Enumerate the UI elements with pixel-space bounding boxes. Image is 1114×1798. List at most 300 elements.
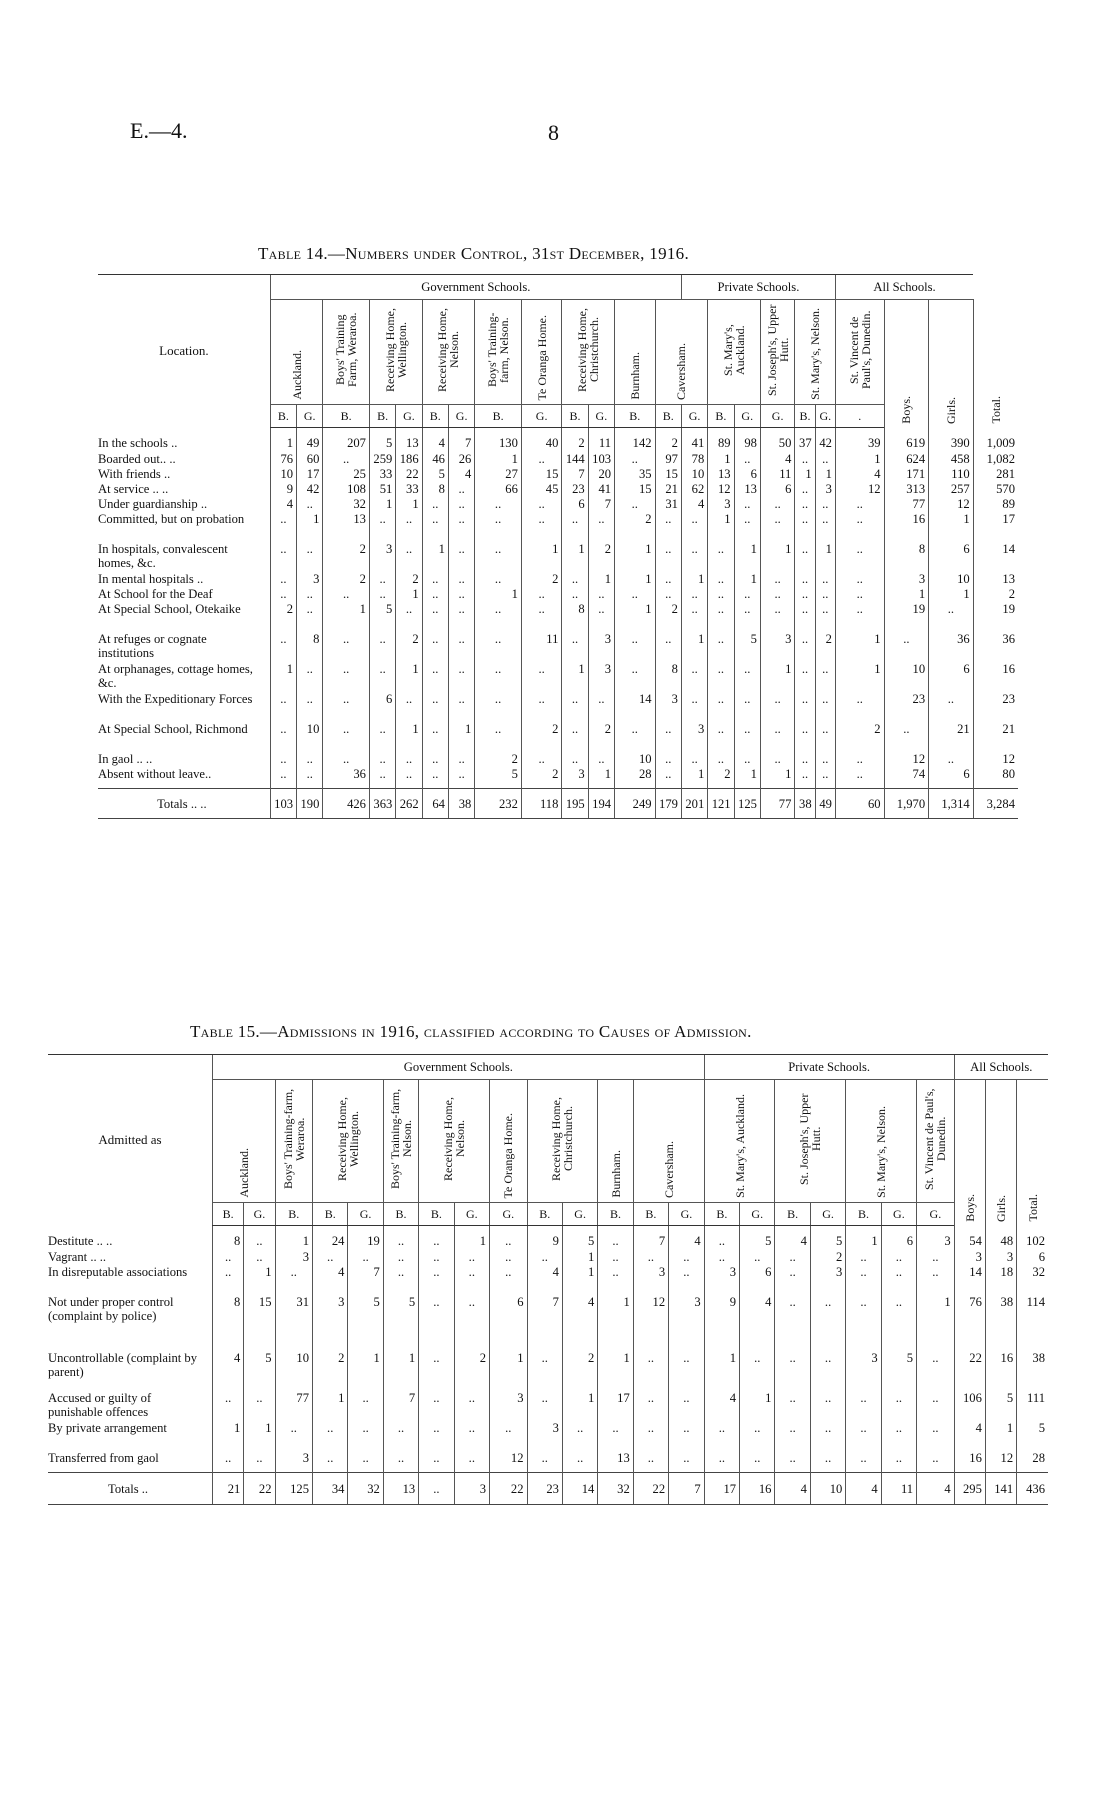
table14-col-header-girls: Girls. [929,300,974,428]
row-label: Vagrant .. .. [48,1249,107,1264]
table-cell: .. [383,1265,418,1295]
table-cell: .. [448,662,474,692]
table-cell: .. [846,1265,881,1295]
table-cell: .. [313,1421,348,1451]
table-cell: .. [270,632,296,662]
table14-col-header: Auckland. [270,300,323,405]
table-cell: .. [383,1421,418,1451]
row-label: Transferred from gaol [48,1450,159,1465]
table-cell: .. [704,1226,739,1250]
table-cell: .. [708,602,734,632]
table-cell: .. [527,1451,562,1473]
table-cell: 2 [323,542,370,572]
table-cell: .. [313,1451,348,1473]
table-cell: 66 [475,482,522,497]
table-cell: 2 [562,1351,597,1391]
table-cell: .. [270,692,296,722]
row-label: In hospitals, convalescent homes, &c. [98,541,228,570]
table-cell: .. [881,1421,916,1451]
table-row [98,722,1018,752]
table-cell: .. [708,722,734,752]
table-cell: 2 [815,632,835,662]
table-cell: 1 [396,587,422,602]
table-cell: .. [815,722,835,752]
table-cell: 15 [615,482,656,497]
table-cell: .. [815,572,835,587]
table15-subhead: G. [348,1203,383,1226]
table-cell: .. [448,587,474,602]
table-cell: .. [448,602,474,632]
table-cell: .. [708,692,734,722]
table-cell: 8 [655,662,681,692]
table-cell: .. [633,1421,668,1451]
table-cell: 1 [760,542,794,572]
table-cell: .. [734,587,760,602]
table-cell: 1 [475,452,522,467]
table-row [98,497,1018,512]
table-cell: .. [527,1391,562,1421]
table-cell: .. [760,497,794,512]
table15-col-header-total: Total. [1017,1080,1048,1226]
table-cell: 15 [521,467,562,482]
table-cell: .. [454,1250,489,1265]
table-cell: 3 [275,1451,312,1473]
table-cell: .. [881,1295,916,1351]
table-cell: 8 [213,1295,244,1351]
table-cell: 3 [588,632,614,662]
table14-subhead: B. [323,405,370,428]
row-label: At Special School, Otekaike [98,601,241,616]
table-cell: .. [454,1295,489,1351]
row-label: At Special School, Richmond [98,721,248,736]
row-label: In mental hospitals .. [98,571,204,586]
table-cell: .. [598,1226,633,1250]
table14-subhead: G. [734,405,760,428]
table14-subhead: B. [708,405,734,428]
table-cell: 5 [348,1295,383,1351]
table15-col-header: Burnham. [598,1080,633,1203]
table-cell: .. [655,512,681,542]
totals-cell: 121 [708,789,734,819]
table-cell: 5 [734,632,760,662]
table-cell: .. [419,1451,454,1473]
table-cell: 2 [655,428,681,452]
table15-subhead: G. [669,1203,705,1226]
table14 [98,274,1018,819]
table14-col-header: Receiving Home, Christchurch. [562,300,615,405]
table-cell: 16 [973,662,1018,692]
table14-subhead: G. [760,405,794,428]
table-cell: 6 [1017,1250,1048,1265]
table-cell: 3 [562,767,588,789]
table15-col-header: St. Mary's, Nelson. [846,1080,917,1203]
table-cell: 6 [760,482,794,497]
table-cell: .. [396,752,422,767]
table-cell: .. [917,1265,955,1295]
table-cell: 7 [633,1226,668,1250]
table-cell: .. [734,512,760,542]
table-cell: .. [655,722,681,752]
table-cell: 4 [740,1295,775,1351]
table-cell: 6 [881,1226,916,1250]
table-cell: .. [929,752,974,767]
table15-subhead: G. [562,1203,597,1226]
table-cell: 624 [884,452,929,467]
table-cell: .. [562,632,588,662]
table-cell: .. [835,752,884,767]
table15-title-prefix: Table 15.— [190,1022,278,1041]
table-cell: .. [422,572,448,587]
table-cell: 23 [973,692,1018,722]
table-cell: 4 [681,497,707,512]
table-cell: .. [562,572,588,587]
table-cell: 1 [708,452,734,467]
table-cell: 3 [954,1250,985,1265]
table-cell: .. [615,662,656,692]
table-cell: .. [348,1451,383,1473]
table-cell: 6 [929,662,974,692]
table-cell: .. [810,1421,845,1451]
table-cell: 1 [985,1421,1016,1451]
table14-subhead: G. [815,405,835,428]
table-cell: .. [270,752,296,767]
table-cell: .. [681,662,707,692]
table-cell: 3 [490,1391,527,1421]
table15-subhead: B. [275,1203,312,1226]
table14-col-header: Burnham. [615,300,656,405]
table-cell: 14 [615,692,656,722]
table-cell: .. [835,767,884,789]
row-label: At School for the Deaf [98,586,213,601]
table-cell: 4 [704,1391,739,1421]
table-cell: .. [681,587,707,602]
table-cell: 9 [270,482,296,497]
table-cell: 76 [270,452,296,467]
table-cell: 15 [244,1295,275,1351]
table15-col-header-boys: Boys. [954,1080,985,1226]
table-cell: 20 [588,467,614,482]
table-cell: 2 [454,1351,489,1391]
table-cell: .. [846,1250,881,1265]
table-cell: .. [396,767,422,789]
table-cell: 5 [881,1351,916,1391]
table-cell: 1 [598,1351,633,1391]
table-cell: .. [297,662,323,692]
table-cell: 390 [929,428,974,452]
table-cell: 10 [275,1351,312,1391]
table-cell: .. [313,1250,348,1265]
table-cell: .. [448,497,474,512]
table15-col-header: Boys' Training-farm, Weraroa. [275,1080,312,1203]
table-cell: 41 [681,428,707,452]
table-cell: .. [615,497,656,512]
table14-subhead: G. [681,405,707,428]
totals-cell: 118 [521,789,562,819]
table-cell: .. [348,1391,383,1421]
table-cell: .. [734,602,760,632]
totals-cell: 16 [740,1473,775,1505]
table-cell: 2 [313,1351,348,1391]
table15-title [190,1022,752,1042]
table-cell: 1 [760,662,794,692]
table-cell: .. [448,692,474,722]
table-cell: .. [562,587,588,602]
table-cell: .. [633,1351,668,1391]
row-label: Not under proper control (complaint by police) [48,1294,174,1323]
table-cell: .. [270,767,296,789]
table-cell: 19 [348,1226,383,1250]
table-cell: 106 [954,1391,985,1421]
row-label: In the schools .. [98,435,178,450]
table-cell: .. [846,1451,881,1473]
totals-cell: 103 [270,789,296,819]
table-cell: 1 [383,1351,418,1391]
table14-col-header: St. Joseph's, Upper Hutt. [760,300,794,405]
row-label: Destitute .. .. [48,1233,113,1248]
table-cell: 23 [562,482,588,497]
table-cell: 16 [985,1351,1016,1391]
totals-cell: 141 [985,1473,1016,1505]
table-cell: .. [775,1250,810,1265]
table-cell: 6 [929,767,974,789]
table-cell: 2 [562,428,588,452]
table-cell: 6 [929,542,974,572]
table-row [98,632,1018,662]
table-cell: .. [615,452,656,467]
totals-cell: 11 [881,1473,916,1505]
table-cell: 207 [323,428,370,452]
table-row [48,1451,1048,1473]
table-cell: 33 [369,467,395,482]
table-cell: 1 [396,722,422,752]
table-cell: .. [795,482,815,497]
table-cell: 5 [383,1295,418,1351]
table-cell: 5 [475,767,522,789]
table-cell: 1 [562,542,588,572]
totals-cell: 34 [313,1473,348,1505]
table-cell: .. [655,767,681,789]
table-cell: 3 [527,1421,562,1451]
table-cell: 1 [734,572,760,587]
table-cell: .. [740,1351,775,1391]
table-cell: 12 [929,497,974,512]
table-cell: .. [734,452,760,467]
table-cell: .. [297,752,323,767]
table-row [98,452,1018,467]
table-cell: 10 [270,467,296,482]
table-cell: 1 [448,722,474,752]
table-cell: .. [213,1451,244,1473]
table14-col-header: Boys' Training Farm, Weraroa. [323,300,370,405]
table-cell: .. [448,482,474,497]
table-cell: .. [448,512,474,542]
table-cell: 2 [323,572,370,587]
table-cell: 12 [985,1451,1016,1473]
table-cell: 1 [323,602,370,632]
table-cell: 4 [562,1295,597,1351]
table-cell: 23 [884,692,929,722]
table-cell: .. [562,752,588,767]
page-number: 8 [548,120,559,145]
table-cell: .. [297,767,323,789]
table-cell: 3 [760,632,794,662]
table-cell: .. [244,1250,275,1265]
totals-cell: 262 [396,789,422,819]
table-cell: .. [521,692,562,722]
table-cell: 25 [323,467,370,482]
table-cell: 36 [929,632,974,662]
table-cell: .. [348,1250,383,1265]
table-cell: 42 [297,482,323,497]
table-cell: .. [383,1250,418,1265]
table-cell: 54 [954,1226,985,1250]
table-cell: .. [884,632,929,662]
totals-cell: 60 [835,789,884,819]
table-row [98,542,1018,572]
table-cell: 5 [369,428,395,452]
table-cell: .. [881,1265,916,1295]
table-row [98,752,1018,767]
table-cell: .. [615,722,656,752]
totals-cell: 125 [275,1473,312,1505]
table-cell: .. [323,587,370,602]
table-cell: .. [588,602,614,632]
totals-cell: 195 [562,789,588,819]
table-cell: .. [740,1250,775,1265]
table-cell: 32 [1017,1265,1048,1295]
table15-col-header: Caversham. [633,1080,704,1203]
table-cell: 5 [740,1226,775,1250]
table-cell: .. [633,1250,668,1265]
table-cell: 281 [973,467,1018,482]
table-cell: .. [734,722,760,752]
table15-subhead: B. [383,1203,418,1226]
table-cell: .. [655,542,681,572]
row-label: Uncontrollable (complaint by parent) [48,1350,197,1379]
table-cell: 6 [740,1265,775,1295]
table-cell: 97 [655,452,681,467]
table-cell: .. [323,692,370,722]
table-cell: .. [422,722,448,752]
table-cell: 458 [929,452,974,467]
table-cell: 10 [929,572,974,587]
table-cell: .. [490,1265,527,1295]
table14-col-header: Receiving Home, Nelson. [422,300,475,405]
table-cell: .. [760,512,794,542]
table-cell: 26 [448,452,474,467]
table-cell: .. [681,542,707,572]
table-cell: 1 [244,1265,275,1295]
table-cell: 12 [490,1451,527,1473]
table-cell: .. [760,572,794,587]
table-cell: 2 [475,752,522,767]
table-cell: 4 [760,452,794,467]
row-label: Committed, but on probation [98,511,245,526]
table14-subhead: B. [369,405,395,428]
table-cell: 2 [396,632,422,662]
table-cell: .. [881,1250,916,1265]
table-cell: .. [475,692,522,722]
table-cell: 60 [297,452,323,467]
table-cell: .. [815,692,835,722]
table-cell: 102 [1017,1226,1048,1250]
table-cell: 570 [973,482,1018,497]
table-cell: .. [369,752,395,767]
totals-cell: 1,970 [884,789,929,819]
table-cell: 16 [884,512,929,542]
totals-row [48,1473,1048,1505]
table-cell: 1 [396,497,422,512]
table-cell: .. [383,1451,418,1473]
table14-subhead: B. [795,405,815,428]
totals-cell: 64 [422,789,448,819]
totals-cell: 179 [655,789,681,819]
table15-subhead: B. [598,1203,633,1226]
table-cell: 49 [297,428,323,452]
table-cell: .. [669,1250,705,1265]
totals-cell: 23 [527,1473,562,1505]
table-cell: 8 [213,1226,244,1250]
table-cell: 1 [835,662,884,692]
table-cell: .. [369,722,395,752]
table-cell: 18 [985,1265,1016,1295]
table-cell: .. [929,602,974,632]
table-cell: 3 [669,1295,705,1351]
table-cell: .. [835,512,884,542]
table-cell: .. [795,452,815,467]
table-cell: .. [270,572,296,587]
table-row [48,1391,1048,1421]
table-cell: 6 [734,467,760,482]
table-cell: 8 [422,482,448,497]
table-cell: 6 [490,1295,527,1351]
table-cell: .. [419,1351,454,1391]
table-cell: 11 [760,467,794,482]
table-cell: .. [323,662,370,692]
table15-subhead: B. [313,1203,348,1226]
table15-col-header: Auckland. [213,1080,275,1203]
table-row [98,572,1018,587]
table15-subhead: B. [704,1203,739,1226]
table-cell: 1 [734,542,760,572]
table14-title-text: Numbers under Control, 31st December, 1916. [345,244,690,263]
table-cell: .. [810,1391,845,1421]
totals-cell: 17 [704,1473,739,1505]
table-cell: .. [419,1265,454,1295]
table-cell: .. [297,497,323,512]
table14-col-header: St. Mary's, Auckland. [708,300,761,405]
table-cell: 2 [270,602,296,632]
table-cell: .. [475,632,522,662]
table-cell: 13 [708,467,734,482]
table-cell: .. [846,1391,881,1421]
table-cell: 2 [521,572,562,587]
table-cell: .. [681,752,707,767]
table-cell: .. [795,632,815,662]
table-cell: 38 [985,1295,1016,1351]
table-cell: .. [475,602,522,632]
table-cell: .. [562,1421,597,1451]
table-cell: .. [835,692,884,722]
table-cell: .. [454,1391,489,1421]
table14-title-prefix: Table 14.— [258,244,346,263]
row-label: With friends .. [98,466,171,481]
table-row [98,467,1018,482]
table15-subhead: B. [775,1203,810,1226]
table15-subhead: B. [846,1203,881,1226]
table-cell: .. [655,587,681,602]
table-cell: 36 [973,632,1018,662]
